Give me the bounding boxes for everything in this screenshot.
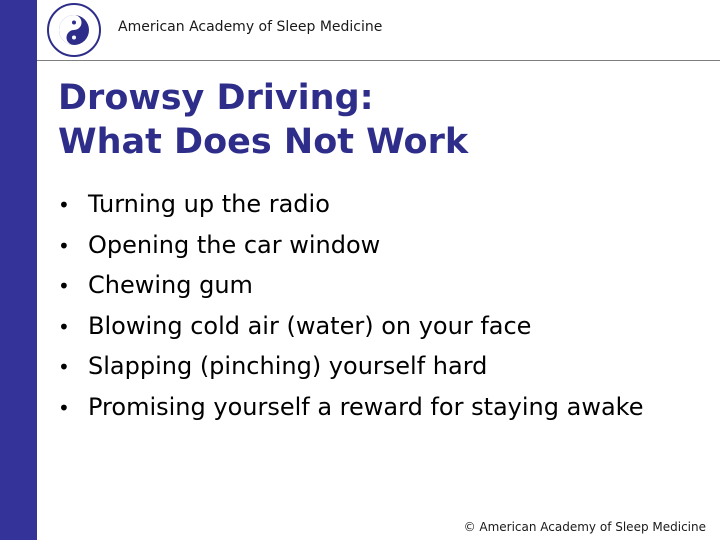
bullet-list [58,190,643,433]
bullet-icon: • [58,395,70,420]
bullet-item [58,393,643,434]
bullet-icon: • [58,355,70,379]
bullet-icon: • [58,193,70,217]
bullet-text: Chewing gum [88,271,253,299]
bullet-item [58,271,643,312]
bullet-icon: • [58,274,70,298]
organization-name: American Academy of Sleep Medicine [118,19,383,35]
bullet-text: Blowing cold air (water) on your face [88,311,532,340]
title-line-1: Drowsy Driving: [58,78,374,118]
bullet-item [58,231,643,272]
bullet-icon: • [58,314,70,339]
bullet-icon: • [58,233,70,258]
bullet-text: Turning up the radio [88,190,330,218]
copyright-footer: © American Academy of Sleep Medicine [463,520,706,534]
aasm-logo [44,2,104,58]
header-divider [37,60,720,61]
slide-title [58,76,468,164]
bullet-item [58,312,643,353]
bullet-text: Promising yourself a reward for staying awake [88,392,644,421]
side-bar [0,0,37,540]
bullet-item [58,190,643,231]
bullet-text: Slapping (pinching) yourself hard [88,352,488,380]
title-line-2: What Does Not Work [58,122,469,162]
bullet-item [58,352,643,393]
bullet-text: Opening the car window [88,230,381,259]
